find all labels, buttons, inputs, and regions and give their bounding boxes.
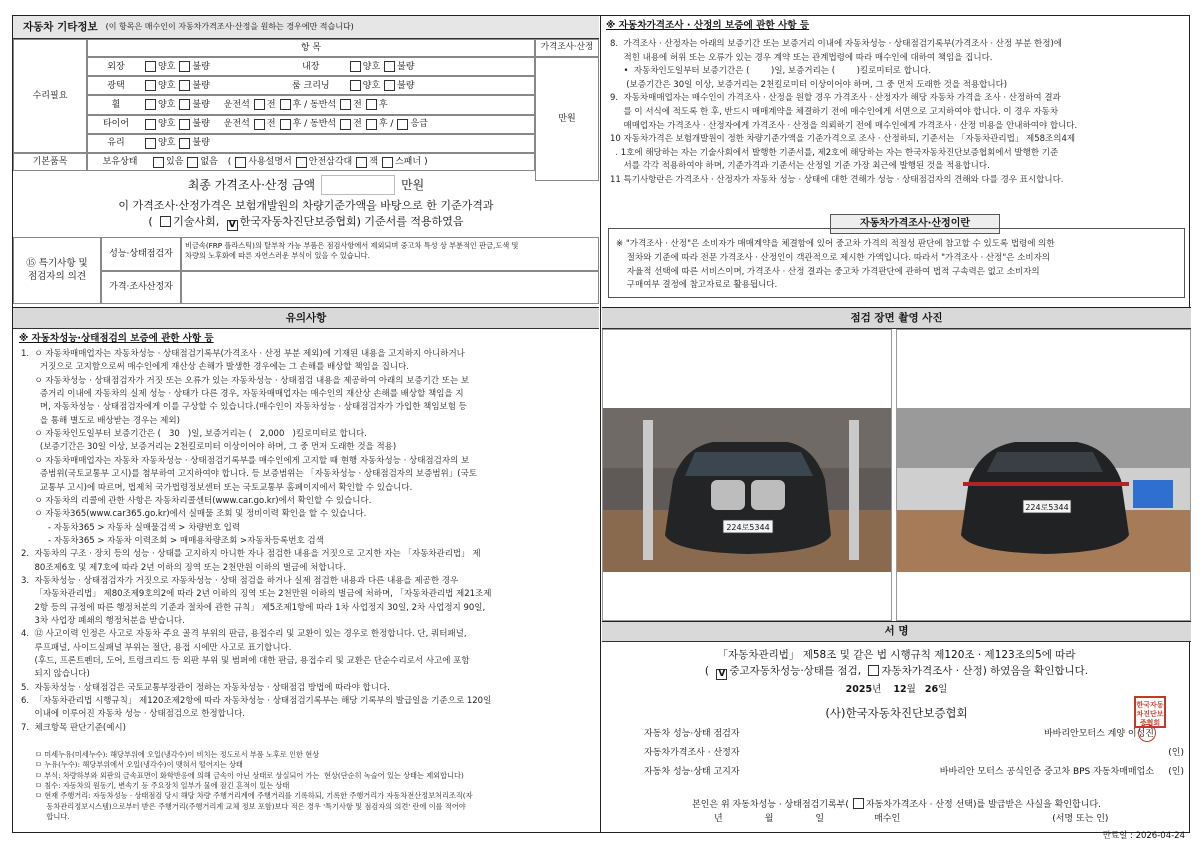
price-inspector-label: 가격·조사산정자 [101,271,181,304]
guarantee-line: • 자동차인도일부터 보증기간은 ( )일, 보증거리는 ( )킬로미터로 합니다. [610,66,932,77]
notice-line: 며, 자동차성능 · 상태점검자에게 이를 구상할 수 있습니다.(매수인이 자동차성능 · 상태점검자가 가입한 책임보험 등 [21,402,467,413]
date-month: 12 [893,684,907,695]
position-checkbox[interactable] [340,119,351,130]
year-unit: 년 [872,684,882,695]
guarantee-line: (보증기간은 30일 이상, 보증거리는 2천킬로미터 이상이어야 하며, 그 중 먼저 도래한 것을 적용합니다) [610,79,1008,90]
repair-checkbox[interactable] [145,61,156,72]
repair-label: 수리필요 [13,39,87,153]
criteria-line: ㅁ 누유(누수): 해당부위에서 오일(냉각수)이 맺혀서 떨어지는 상태 [35,760,243,770]
notice-subtitle: ※ 자동차성능·상태점검의 보증에 관한 사항 등 [19,333,214,344]
signer-role: 자동차 성능·상태 고지자 [644,767,740,777]
signer-row [644,747,1184,759]
checkbox-spanner[interactable] [382,157,393,168]
item-column-header: 항 목 [87,39,535,57]
buyer-label: 매수인 [874,814,901,824]
guarantee-line: 매매업자는 가격조사 · 산정자에게 가격조사 · 산정을 의뢰하기 전에 매수인에게 가격조사 · 산정 비용을 안내하여야 합니다. [610,120,1078,131]
day-unit: 일 [938,684,948,695]
notice-line: ㅇ 자동차의 리콜에 관한 사항은 자동차리콜센터(www.car.go.kr)에서 확인할 수 있습니다. [21,495,372,506]
sign-paren: ( [704,665,709,677]
notice-header: 유의사항 [13,307,599,329]
right-column [602,16,1191,841]
repair-row [87,95,535,114]
repair-checkbox[interactable] [179,119,190,130]
basic-items-row [87,153,535,171]
notice-line: ㅇ 자동차인도일부터 보증기간은 ( 30 )일, 보증거리는 ( 2,000 )킬로미터로 합니다. [21,429,367,440]
front-car-photo [603,330,892,621]
repair-checkbox[interactable] [179,80,190,91]
position-checkbox[interactable] [397,119,408,130]
position-label: 전 [266,99,276,110]
basic-status-label: 보유상태 [102,156,138,167]
perf-check-label: 중고자동차성능·상태를 점검, [729,665,862,677]
repair-checkbox[interactable] [179,138,190,149]
spanner-label: 스패너 [394,156,422,167]
buyer-line-b: 자동차가격조사 · 산정 선택)를 발급받은 사실을 확인합니다. [865,800,1101,810]
repair-option-label: 불량 [192,80,210,91]
checkbox-tech-society[interactable] [160,216,171,227]
perf-inspector-notes [181,237,599,271]
what-is-line: 절차와 기준에 따라 전문 가격조사 · 산정인이 객관적으로 제시한 가액입니다. 따라서 "가격조사 · 산정"은 소비자의 [616,252,1051,263]
position-checkbox[interactable] [280,99,291,110]
notice-line: (보증기간은 30일 이상, 보증거리는 2천킬로미터 이상이어야 하며, 그 중 먼저 도래한 것을 적용) [21,442,397,453]
basic-items-label: 기본품목 [13,153,87,171]
notice-line: 3차 사업장 폐쇄의 행정처분을 받습니다. [21,616,185,626]
guarantee-title: ※ 자동차가격조사 · 산정의 보증에 관한 사항 등 [606,20,810,31]
signer-name: 바바리안 모터스 공식인증 중고차 BPS 자동차매매업소 [939,767,1154,777]
guarantee-line: 9. 자동차매매업자는 매수인이 가격조사 · 산정을 원할 경우 가격조사 · 산정자가 해당 자동차 가격을 조사 · 산정하여 결과 [610,93,1061,104]
what-is-title: 자동차가격조사·산정이란 [830,214,1000,234]
standard-line-2 [13,215,599,231]
guarantee-line: . 1호에 해당하는 자는 기술사회에서 발행한 기준서를, 제2호에 해당하는 자는 한국자동차진단보증협회에서 발행한 기준 [610,147,1059,158]
repair-option-label: 불량 [397,80,415,91]
tech-society-label: 기술사회, [173,215,220,228]
repair-option-label: 양호 [158,61,176,72]
perf-note-1: 비금속(FRP 플라스틱)의 탈부착 가능 부품은 점검사항에서 제외되며 중고차 특성 상 부분적인 판금,도색 및 [185,241,519,250]
position-label: 후 / [378,119,394,130]
what-is-line: 구매여부 결정에 참고자료로 활용됩니다. [616,280,778,291]
repair-option-label: 불량 [192,119,210,130]
notice-line: ㅇ 자동차성능 · 상태점검자가 거짓 또는 오류가 있는 자동차성능 · 상태점검 내용을 제공하여 아래의 보증기간 또는 보 [21,375,470,386]
buyer-sign[interactable]: (서명 또는 인) [1052,814,1109,824]
notice-line: (후드, 프론트펜더, 도어, 트렁크리드 등 외판 부위 및 범퍼에 대한 판금, 용접수리 및 교환은 단순수리로서 사고에 포함 [21,656,470,667]
repair-item-label: 유리 [107,138,125,149]
sign-check-line [602,664,1191,680]
criteria-line: ㅁ 현재 주행거리: 자동차성능 · 상태점검 당시 해당 차량 주행거리계에 주행거리를 기록하되, 기록한 주행거리가 자동차전산정보처리조직(자 [35,791,473,801]
guarantee-line: 서를 각각 적용하여야 하며, 기준가격과 기준서는 산정일 기준 가장 최근에 발행된 것을 적용합니다. [610,161,990,172]
repair-item-label-2: 룸 크리닝 [291,80,330,91]
criteria-line: ㅁ 미세누유(미세누수): 해당부위에 오일(냉각수)이 비치는 정도로서 부품 노후로 인한 현상 [35,750,320,759]
other-info-note: (이 항목은 매수인이 자동차가격조사·산정을 원하는 경우에만 적습니다) [105,21,354,31]
what-is-line: 자율적 선택에 따른 서비스이며, 가격조사 · 산정 결과는 중고차 가격판단에 관하여 법적 구속력은 없고 소비자의 [616,266,1040,277]
repair-checkbox[interactable] [384,61,395,72]
checkbox-none[interactable] [187,157,198,168]
sign-law-line: 「자동차관리법」 제58조 및 같은 법 시행규칙 제120조 · 제123조의5에 따라 [717,649,1076,661]
position-checkbox[interactable] [254,119,265,130]
position-checkbox[interactable] [366,99,377,110]
date-day: 26 [924,684,939,695]
repair-item-label: 광택 [107,80,125,91]
guarantee-line: 를 이 서식에 적도록 한 후, 반드시 매매계약을 체결하기 전에 매수인에게 서면으로 고지하여야 합니다. 이 경우 자동차 [610,107,1059,117]
std-tail: 기준서를 적용하였음 [364,215,464,228]
notice-line: 2. 자동차의 구조 · 장치 등의 성능 · 상태를 고지하지 아니한 자나 점검한 내용을 거짓으로 고지한 자는 「자동차관리법」 제 [21,549,481,560]
checkbox-jack[interactable] [356,157,367,168]
price-check-label: 자동차가격조사 · 산정) 하였음을 확인합니다. [881,665,1089,677]
checkbox-have[interactable] [153,157,164,168]
criteria-line: ㅁ 부식: 차량하부와 외판의 금속표면이 화학반응에 의해 금속이 아닌 상태로 상실되어 가는 현상(단순히 녹슬어 있는 상태는 제외합니다) [35,770,464,780]
signer-name [844,747,1160,759]
signer-row [644,766,1184,778]
repair-row [87,76,535,95]
criteria-line: 동차관리정보시스템)으로부터 받은 주행거리(주행거리계 교체 정보 포함)보다 적은 경우 '특기사항 및 점검자의 의견' 란에 이를 적어야 [35,801,466,811]
repair-checkbox[interactable] [179,61,190,72]
signer-name: 바바리안모터스 계양 이성진 [1043,729,1154,739]
buyer-line-a: 본인은 위 자동차성능 · 상태점검기록부( [692,800,849,810]
notice-line: 1. ㅇ 자동차매매업자는 자동차성능 · 상태점검기록부(가격조사 · 산정 부분 제외)에 기재된 내용을 고지하지 아니하거나 [21,349,465,359]
special-label-2: 점검자의 의견 [27,270,87,282]
notice-line: 5. 자동차성능 · 상태점검은 국토교통부장관이 정하는 자동차성능 · 상태점검 방법에 따라야 합니다. [21,682,390,693]
notice-line: 교통부 고시)에 따르며, 법제처 국가법령정보센터 또는 국토교통부 홈페이지에서 확인할 수 있습니다. [21,482,413,493]
repair-checkbox[interactable] [179,99,190,110]
manual-label: 사용설명서 [248,156,292,167]
special-label-1: ⑮ 특기사항 및 [26,257,88,269]
org-seal-stamp [1134,696,1166,728]
repair-checkbox[interactable] [384,80,395,91]
notice-line: 이내에 이루어진 자동차 성능 · 상태점검으로 한정합니다. [21,709,245,720]
position-checkbox[interactable] [280,119,291,130]
criteria-line: ㅁ 침수: 자동차의 원동기, 변속기 등 주요장치 일부가 물에 잠긴 흔적이 있는 상태 [35,780,290,790]
kadga-label: 한국자동차진단보증협회) [239,215,361,228]
position-label: 후 [378,99,388,110]
notice-line: 거짓으로 고지함으로써 매수인에게 재산상 손해가 발생한 경우에는 그 손해를 배상할 책임을 집니다. [21,362,409,373]
notice-line: 되지 않습니다) [21,669,90,680]
notice-line: 80조제6호 및 제7호에 따라 2년 이하의 징역 또는 2천만원 이하의 벌금에 처합니다. [21,562,346,573]
front-plate: 224로5344 [726,523,770,532]
guarantee-line: 적힌 내용에 허위 또는 오류가 있는 경우 계약 또는 관계법령에 따라 매수인에 대하여 책임을 집니다. [610,52,993,63]
notice-line: - 자동차365 > 자동차 이력조회 > 매매용차량조회 >자동차등록번호 검색 [21,535,324,546]
notice-line: ㅇ 자동차매매업자는 자동차 자동차성능 · 상태점검기록부를 매수인에게 고지할 때 현행 자동차성능 · 상태점검자의 보 [21,455,470,466]
special-notes-label [13,237,101,304]
date-year: 2025 [845,684,873,695]
organization-name: (사)한국자동차진단보증협회 [825,706,968,720]
driver-side-label: 운전석 [223,99,250,110]
position-label: 전 [353,99,362,110]
signer-seal[interactable]: (인) [1168,748,1184,758]
repair-item-label: 타이어 [102,119,130,130]
what-is-line: ※ "가격조사 · 산정"은 소비자가 매매계약을 체결함에 있어 중고차 가격의 적절성 판단에 참고할 수 있도록 법령에 의한 [616,239,1055,249]
guarantee-line: 8. 가격조사 · 산정자는 아래의 보증기간 또는 보증거리 이내에 자동차성능 · 상태점검기록부(가격조사 · 산정 부분 한정)에 [610,39,1062,49]
repair-item-label-2: 내장 [302,61,320,72]
repair-option-label: 불량 [192,138,210,149]
jack-label: 잭 [369,156,378,167]
repair-option-label: 양호 [158,138,176,149]
buyer-year: 년 [714,814,723,824]
guarantee-line: 11 특기사항란은 가격조사 · 산정자가 자동차 성능 · 상태에 대한 견해가 성능 · 상태점검자의 견해와 다를 경우 표시합니다. [610,175,1064,185]
final-price-row [13,173,599,197]
position-label: 전 [353,119,362,130]
signer-row [644,728,1184,740]
repair-checkbox[interactable] [145,119,156,130]
repair-option-label: 불량 [192,61,210,72]
other-info-title: 자동차 기타정보 [23,20,98,33]
notice-line: 증거리 이내에 자동차의 실제 성능 · 상태가 다른 경우, 자동차매매업자는 매수인의 재산상 손해를 배상할 책임을 지 [21,389,464,400]
have-label: 있음 [166,156,184,167]
triangle-label: 안전삼각대 [308,156,353,167]
repair-item-label: 외장 [107,61,125,72]
rear-car-photo [897,330,1191,621]
notice-line: 7. 체크항목 판단기준(예시) [21,722,126,733]
notice-line: - 자동차365 > 자동차 실매물검색 > 차량번호 입력 [21,522,241,533]
repair-option-label: 양호 [158,80,176,91]
repair-checkbox[interactable] [350,61,361,72]
buyer-confirm-line [602,798,1191,811]
perf-inspector-label: 성능·상태점검자 [101,237,181,271]
driver-side-label: 운전석 [223,119,250,130]
repair-checkbox[interactable] [145,99,156,110]
unit-won: 만원 [535,57,599,181]
none-label: 없음 [200,156,218,167]
month-unit: 월 [906,684,916,695]
position-checkbox[interactable] [366,119,377,130]
notice-line: 3. 자동차성능 · 상태점검자가 거짓으로 자동차성능 · 상태 점검을 하거나 실제 점검한 내용과 다른 내용을 제공한 경우 [21,575,459,586]
final-price-input[interactable] [321,175,395,195]
price-column-header: 가격조사·산정 [535,39,599,57]
notice-line: 을 통해 별도로 배상받는 경우는 제외) [21,415,180,426]
notice-line: 4. ⑫ 사고이력 인정은 사고로 자동차 주요 골격 부위의 판금, 용접수리 및 교환이 있는 경우로 한정합니다. 단, 쿼터패널, [21,629,467,640]
criteria-line: 합니다. [35,811,70,821]
standard-line-1: 이 가격조사·산정가격은 보험개발원의 차량기준가액을 바탕으로 한 기준가격과 [118,199,494,212]
paren-close: ) [424,156,428,167]
paren-open: ( [227,156,232,167]
other-info-header [13,16,599,39]
price-inspector-notes[interactable] [181,271,599,304]
position-label: 후 / 동반석 [292,119,337,130]
notice-line: 증범위(국토교통부 고시)를 첨부하여 고지하여야 합니다. 등 보증범위는 「자동차성능 · 상태점검자의 보증범위」(국토 [21,469,477,480]
signer-seal[interactable]: (인) [1168,767,1184,777]
position-label: 응급 [410,119,428,130]
checkbox-price-check[interactable] [868,665,879,676]
checkbox-manual[interactable] [235,157,246,168]
repair-option-label: 양호 [362,80,381,91]
position-label: 후 / 동반석 [292,99,337,110]
rear-photo-frame [896,329,1191,621]
seal-text: 한국자동차진단보증협회 [1136,701,1164,727]
photo-header: 점검 장면 촬영 사진 [602,307,1191,329]
repair-checkbox[interactable] [145,80,156,91]
repair-checkbox[interactable] [145,138,156,149]
guarantee-line: 10 자동차가격은 보험개발원이 정한 차량기준가액을 기준가격으로 조사 · 산정하되, 기준서는 「자동차관리법」 제58조의4제 [610,134,1076,145]
position-label: 전 [266,119,276,130]
notice-line: 2항 등의 규정에 따른 행정처분의 기준과 절차에 관한 규칙」 제5조제1항에 따라 1차 사업정지 30일, 2차 사업정지 90일, [21,602,486,613]
checkbox-perf-check[interactable]: V [716,669,727,680]
checkbox-triangle[interactable] [296,157,307,168]
repair-checkbox[interactable] [350,80,361,91]
repair-row [87,115,535,134]
notice-line: 「자동차관리법」 제80조제9호의2에 따라 2년 이하의 징역 또는 2천만원 이하의 벌금에 처하며, 「자동차관리법 제21조제 [21,589,492,600]
final-price-unit: 만원 [401,177,425,192]
notice-line: 루프패널, 사이드실패널 부위는 절단, 용접 시에만 사고로 표기합니다. [21,642,292,653]
signer-role: 자동차가격조사 · 산정자 [644,748,740,758]
final-price-label: 최종 가격조사·산정 금액 [187,177,316,192]
signer-seal[interactable] [1160,728,1184,740]
position-checkbox[interactable] [254,99,265,110]
buyer-day: 일 [815,814,825,824]
checkbox-kadga[interactable]: V [227,220,238,231]
notice-line: ㅇ 자동차365(www.car365.go.kr)에서 실매물 조회 및 정비이력 확인을 할 수 있습니다. [21,509,367,520]
position-checkbox[interactable] [340,99,351,110]
left-column [13,16,601,832]
sign-date [602,684,1191,697]
repair-row [87,57,535,76]
expire-date: 만료일 : 2026-04-24 [1102,831,1185,841]
repair-option-label: 양호 [362,61,381,72]
std-paren: ( [148,215,153,228]
repair-option-label: 불량 [192,99,210,110]
signer-role: 자동차 성능·상태 점검자 [644,729,740,739]
buyer-month: 월 [764,814,774,824]
repair-item-label: 휠 [111,99,121,110]
rear-plate: 224로5344 [1025,503,1069,512]
repair-option-label: 불량 [397,61,415,72]
inspector-seal-icon [1138,724,1156,742]
repair-row [87,134,535,153]
buyer-sign-row [602,813,1191,825]
notice-line: 6. 「자동차관리법 시행규칙」 제120조제2항에 따라 자동차성능 · 상태점검기록부는 해당 기록부의 발급일을 기준으로 120일 [21,696,492,707]
perf-note-2: 차량의 노후화에 따른 자연스러운 부식이 있을 수 있습니다. [185,251,370,260]
inspection-record-sheet [12,15,1190,841]
signature-header: 서 명 [602,621,1191,642]
front-photo-frame [602,329,892,621]
repair-option-label: 양호 [158,99,176,110]
repair-option-label: 양호 [158,119,176,130]
checkbox-buyer-price[interactable] [853,798,864,809]
